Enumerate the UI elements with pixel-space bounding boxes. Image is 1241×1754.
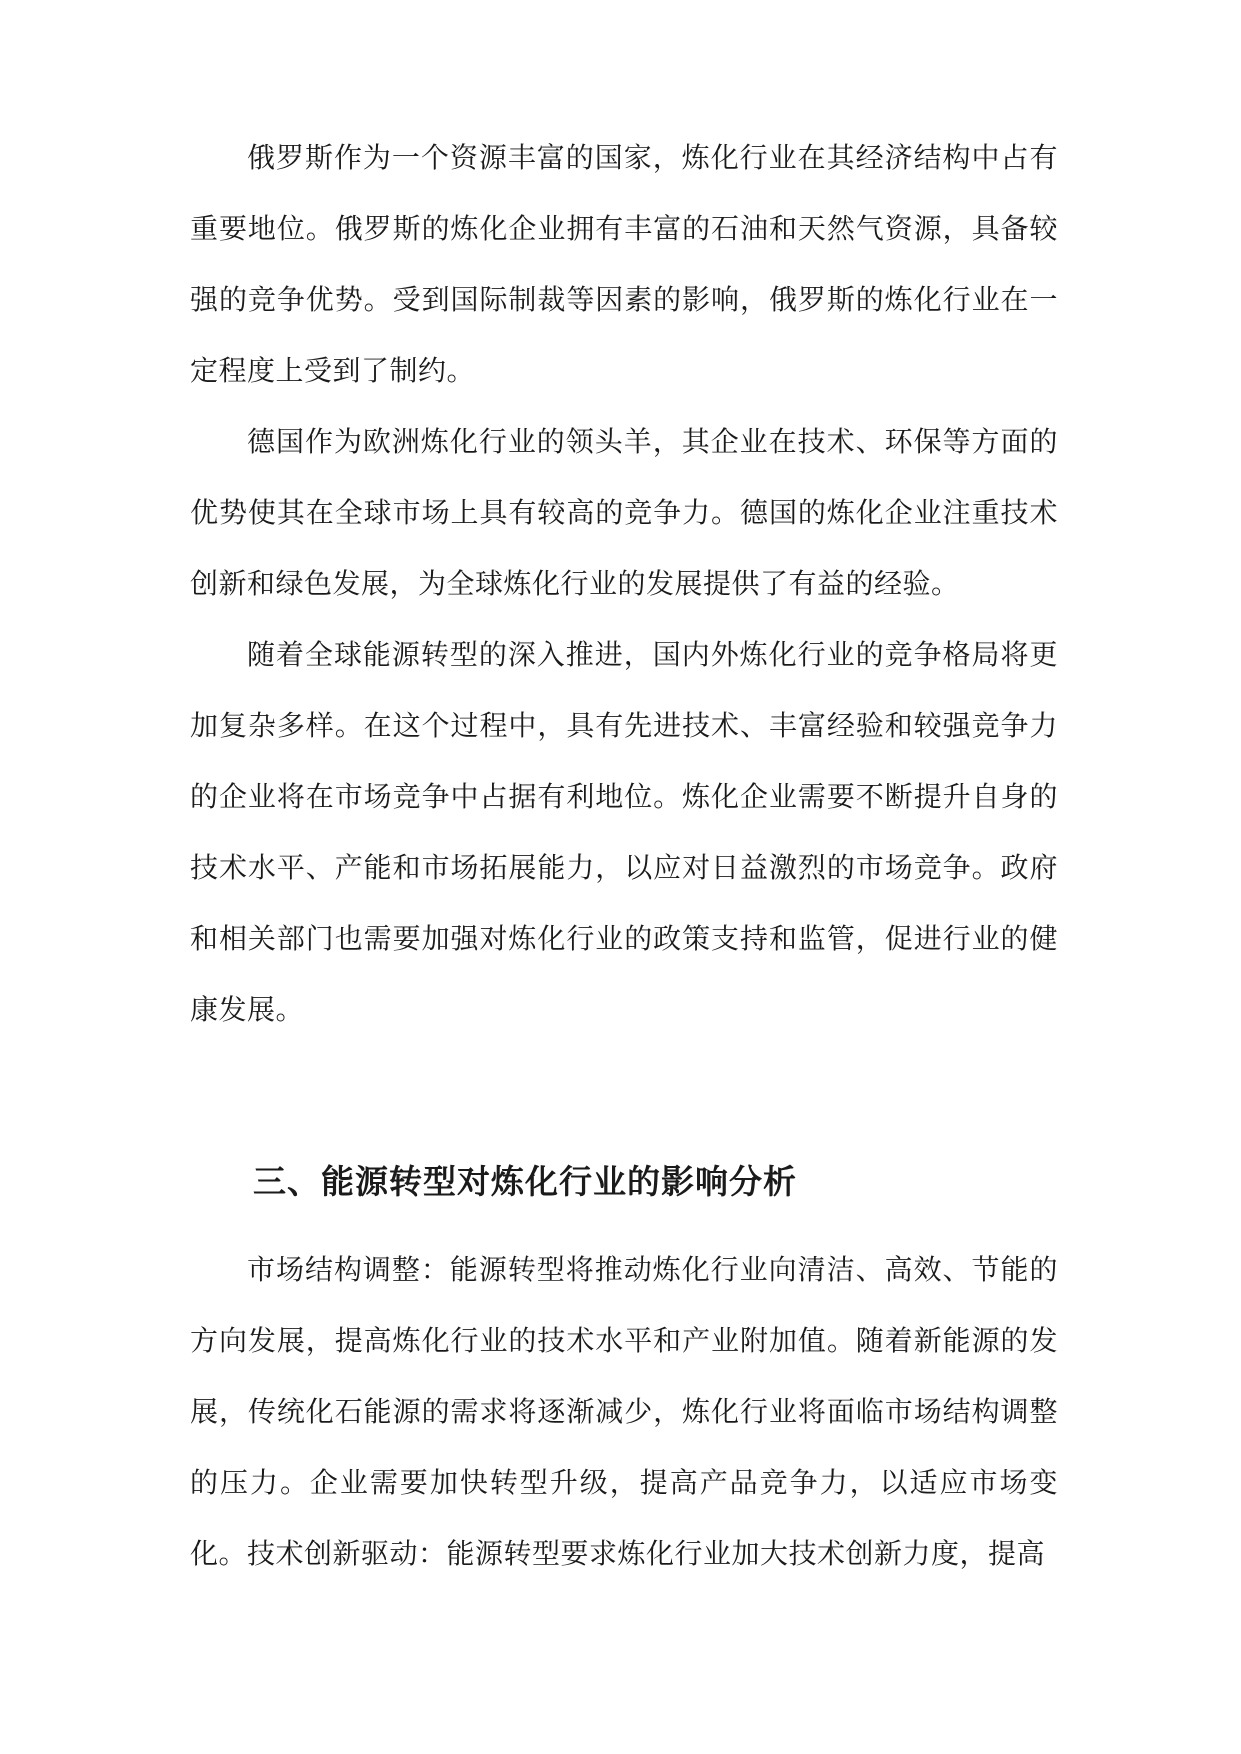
paragraph-tech-innovation: 技术创新驱动：能源转型要求炼化行业加大技术创新力度，提高: [247, 1537, 1046, 1570]
section-heading: 三、能源转型对炼化行业的影响分析: [253, 1162, 797, 1201]
paragraph-market-structure: 市场结构调整：能源转型将推动炼化行业向清洁、高效、节能的方向发展，提高炼化行业的技术水平和产业附加值。随着新能源的发展，传统化石能源的需求将逐渐减少，炼化行业将面临市场结构调整的压力。企业需要加快转型升级，提高产品竞争力，以适应市场变化。: [190, 1253, 1058, 1570]
paragraph-germany: 德国作为欧洲炼化行业的领头羊，其企业在技术、环保等方面的优势使其在全球市场上具有较高的竞争力。德国的炼化企业注重技术创新和绿色发展，为全球炼化行业的发展提供了有益的经验。: [190, 425, 1058, 600]
paragraph-competition: 随着全球能源转型的深入推进，国内外炼化行业的竞争格局将更加复杂多样。在这个过程中，具有先进技术、丰富经验和较强竞争力的企业将在市场竞争中占据有利地位。炼化企业需要不断提升自身的技术水平、产能和市场拓展能力，以应对日益激烈的市场竞争。政府和相关部门也需要加强对炼化行业的政策支持和监管，促进行业的健康发展。: [190, 638, 1058, 1026]
paragraph-russia: 俄罗斯作为一个资源丰富的国家，炼化行业在其经济结构中占有重要地位。俄罗斯的炼化企业拥有丰富的石油和天然气资源，具备较强的竞争优势。受到国际制裁等因素的影响，俄罗斯的炼化行业在一定程度上受到了制约。: [190, 141, 1058, 387]
